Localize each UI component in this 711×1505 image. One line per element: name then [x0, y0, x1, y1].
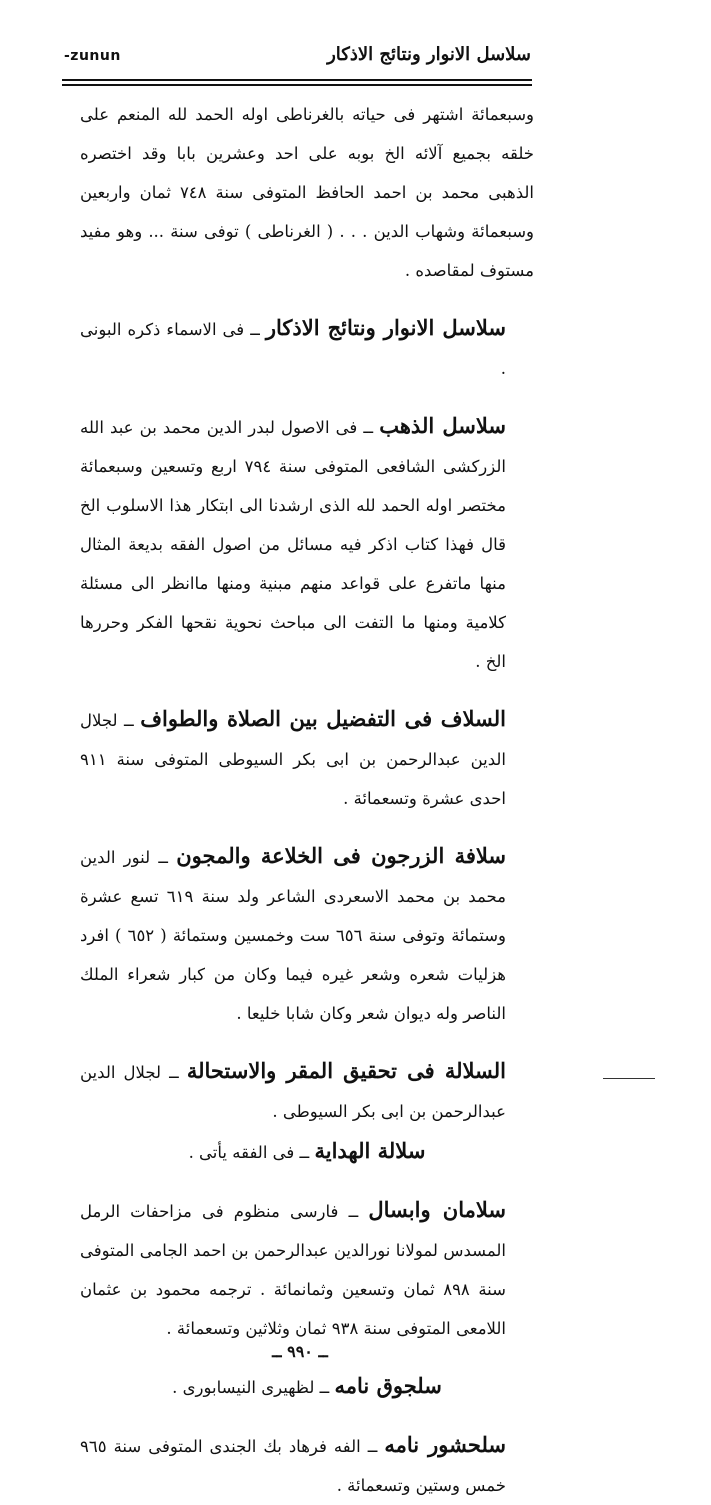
entry-heading: سلاسل الذهب: [379, 413, 506, 438]
entry-salasil-al-dhahab: سلاسل الذهب ــ فى الاصول لبدر الدين محمد بن عبد الله الزركشى الشافعى المتوفى سنة ٧٩٤ اربع وتسعين وسبعمائة مختصر اوله الحمد لله الذى ارشدنا الى ابتكار هذا الاسلوب الخ قال فهذا كتاب اذكر فيه مسائل من اصول الفقه بديعة المثال منها ماتفرع على قواعد منهم مبنية ومنها ماانظر الى مسئلة كلامية ومنها ما التفت الى مباحث نحوية نقحها الفكر وحررها الخ .: [80, 413, 506, 671]
running-header-title: سلاسل الانوار ونتائج الاذكار: [327, 44, 531, 65]
page-number: ــ ٩٩٠ ــ: [272, 1342, 328, 1361]
entry-heading: سلجوق نامه: [334, 1373, 442, 1398]
entry-heading: سلحشور نامه: [384, 1432, 506, 1457]
entry-al-sulala: السلالة فى تحقيق المقر والاستحالة ــ لجلال الدين عبدالرحمن بن ابى بكر السيوطى .: [80, 1058, 506, 1121]
header-left-mark: -zunun: [64, 48, 121, 64]
entry-heading: سلامان وابسال: [368, 1197, 506, 1222]
entry-sulalat-al-hidaya: سلالة الهداية ــ فى الفقه يأتى .: [188, 1138, 426, 1163]
entry-salaman-wa-absal: سلامان وابسال ــ فارسى منظوم فى مزاحفات الرمل المسدس لمولانا نورالدين عبدالرحمن بن احمد الجامى المتوفى سنة ٨٩٨ ثمان وتسعين وثمانمائة . ترجمه محمود بن عثمان اللامعى المتوفى سنة ٩٣٨ ثمان وثلاثين وتسعمائة .: [80, 1197, 506, 1338]
entry-heading: سلافة الزرجون فى الخلاعة والمجون: [176, 843, 506, 868]
margin-mark: [603, 1078, 655, 1079]
header-rule-second: [62, 84, 532, 86]
entry-heading: سلالة الهداية: [314, 1138, 426, 1163]
entry-heading: السلالة فى تحقيق المقر والاستحالة: [186, 1058, 506, 1083]
entry-saljuq-nama: سلجوق نامه ــ لظهيرى النيسابورى .: [172, 1373, 442, 1398]
header-rule: [62, 79, 532, 81]
entry-salasil-al-anwar: سلاسل الانوار ونتائج الاذكار ــ فى الاسماء ذكره البونى .: [80, 315, 506, 378]
entry-silahshur-nama: سلحشور نامه ــ الفه فرهاد بك الجندى المتوفى سنة ٩٦٥ خمس وستين وتسعمائة .: [80, 1432, 506, 1495]
paragraph-continuation: وسبعمائة اشتهر فى حياته بالغرناطى اوله الحمد لله المنعم على خلقه بجميع آلائه الخ بوبه على احد وعشرين بابا وقد اختصره الذهبى محمد بن احمد الحافظ المتوفى سنة ٧٤٨ ثمان واربعين وسبعمائة وشهاب الدين . . . ( الغرناطى ) توفى سنة ... وهو مفيد مستوف لمقاصده .: [80, 105, 534, 280]
entry-heading: السلاف فى التفضيل بين الصلاة والطواف: [140, 706, 506, 731]
entry-al-sulaf: السلاف فى التفضيل بين الصلاة والطواف ــ لجلال الدين عبدالرحمن بن ابى بكر السيوطى المتوفى سنة ٩١١ احدى عشرة وتسعمائة .: [80, 706, 506, 808]
entry-heading: سلاسل الانوار ونتائج الاذكار: [265, 315, 506, 340]
document-body: [80, 95, 534, 1505]
entry-sulafat-al-zarjun: سلافة الزرجون فى الخلاعة والمجون ــ لنور الدين محمد بن محمد الاسعردى الشاعر ولد سنة ٦١٩ تسع عشرة وستمائة وتوفى سنة ٦٥٦ ست وخمسين وستمائة ( ٦٥٢ ) افرد هزليات شعره وشعر غيره فيما وكان من كبار شعراء الملك الناصر وله ديوان شعر وكان شابا خليعا .: [80, 843, 506, 1023]
